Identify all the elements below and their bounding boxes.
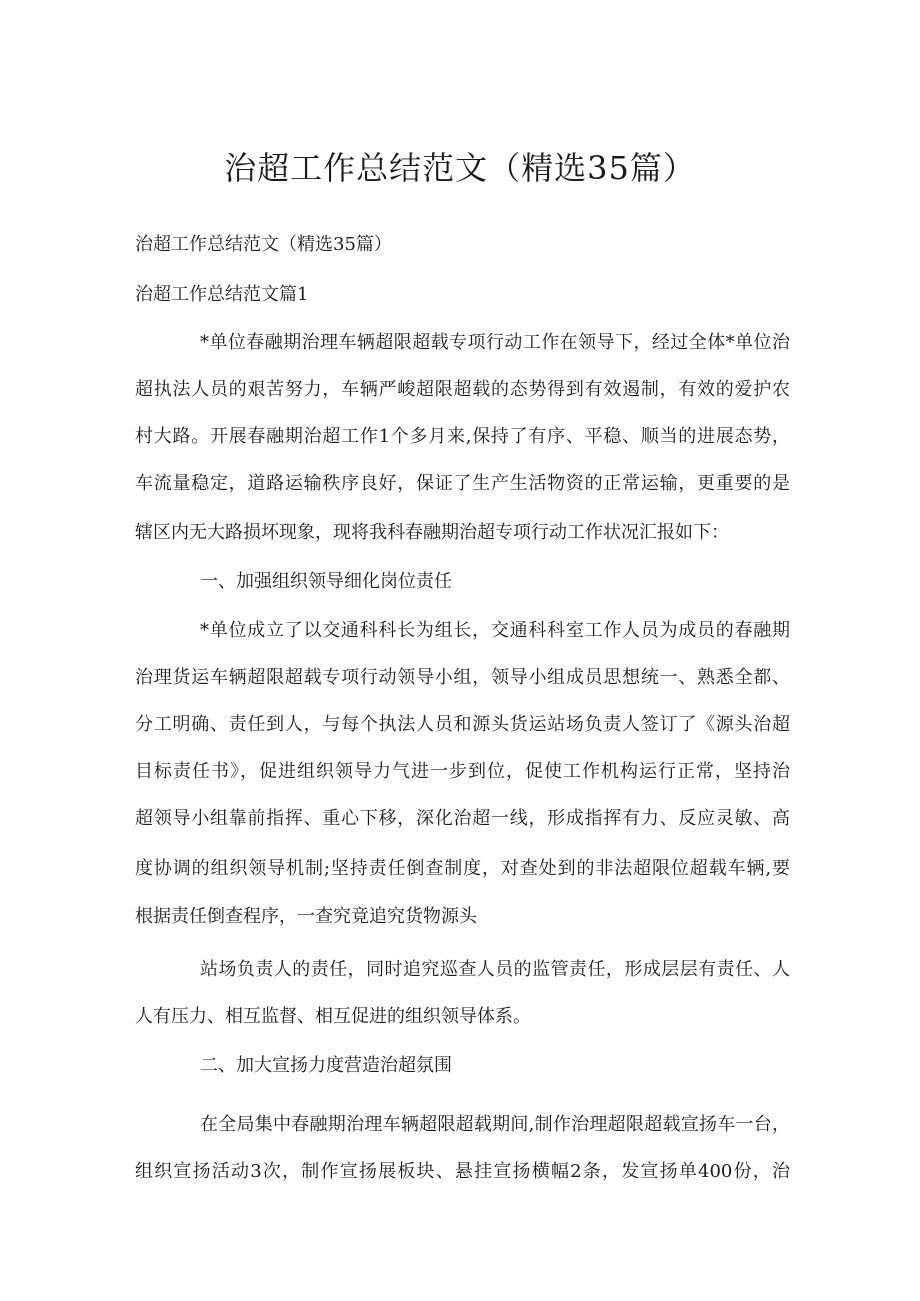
paragraph-line: 人有压力、相互监督、相互促进的组织领导体系。 (135, 1006, 531, 1027)
paragraph-line: *单位成立了以交通科科长为组长，交通科科室工作人员为成员的春融期 (200, 620, 790, 641)
subtitle-line: 治超工作总结范文（精选35篇） (135, 234, 392, 255)
paragraph-line: 根据责任倒查程序，一查究竟追究货物源头 (135, 906, 477, 927)
paragraph-line: 车流量稳定，道路运输秩序良好，保证了生产生活物资的正常运输，更重要的是 (135, 473, 790, 494)
document-title: 治超工作总结范文（精选35篇） (224, 149, 696, 187)
paragraph-line: 站场负责人的责任，同时追究巡查人员的监管责任，形成层层有责任、人 (200, 959, 790, 980)
paragraph-line: 目标责任书》，促进组织领导力气进一步到位，促使工作机构运行正常，坚持治 (135, 761, 790, 782)
paragraph-line: 组织宣扬活动3次，制作宣扬展板块、悬挂宣扬横幅2条，发宣扬单400份，治 (135, 1161, 790, 1182)
paragraph-line: 辖区内无大路损坏现象，现将我科春融期治超专项行动工作状况汇报如下： (135, 522, 729, 543)
paragraph-line: 分工明确、责任到人，与每个执法人员和源头货运站场负责人签订了《源头治超 (135, 714, 790, 735)
section-heading: 一、加强组织领导细化岗位责任 (200, 571, 452, 592)
paragraph-line: 在全局集中春融期治理车辆超限超载期间,制作治理超限超载宣扬车一台， (200, 1114, 790, 1135)
paragraph-line: 度协调的组织领导机制;坚持责任倒查制度，对查处到的非法超限位超载车辆,要 (135, 858, 790, 879)
section-heading: 二、加大宣扬力度营造治超氛围 (200, 1055, 452, 1076)
paragraph-line: 治理货运车辆超限超载专项行动领导小组，领导小组成员思想统一、熟悉全都、 (135, 667, 790, 688)
paragraph-line: 村大路。开展春融期治超工作1个多月来,保持了有序、平稳、顺当的进展态势， (135, 426, 790, 447)
paragraph-line: 超执法人员的艰苦努力，车辆严峻超限超载的态势得到有效遏制，有效的爱护农 (135, 379, 790, 400)
section-title: 治超工作总结范文篇1 (135, 284, 309, 305)
paragraph-line: 超领导小组靠前指挥、重心下移，深化治超一线，形成指挥有力、反应灵敏、高 (135, 808, 790, 829)
paragraph-line: *单位春融期治理车辆超限超载专项行动工作在领导下，经过全体*单位治 (200, 332, 790, 353)
